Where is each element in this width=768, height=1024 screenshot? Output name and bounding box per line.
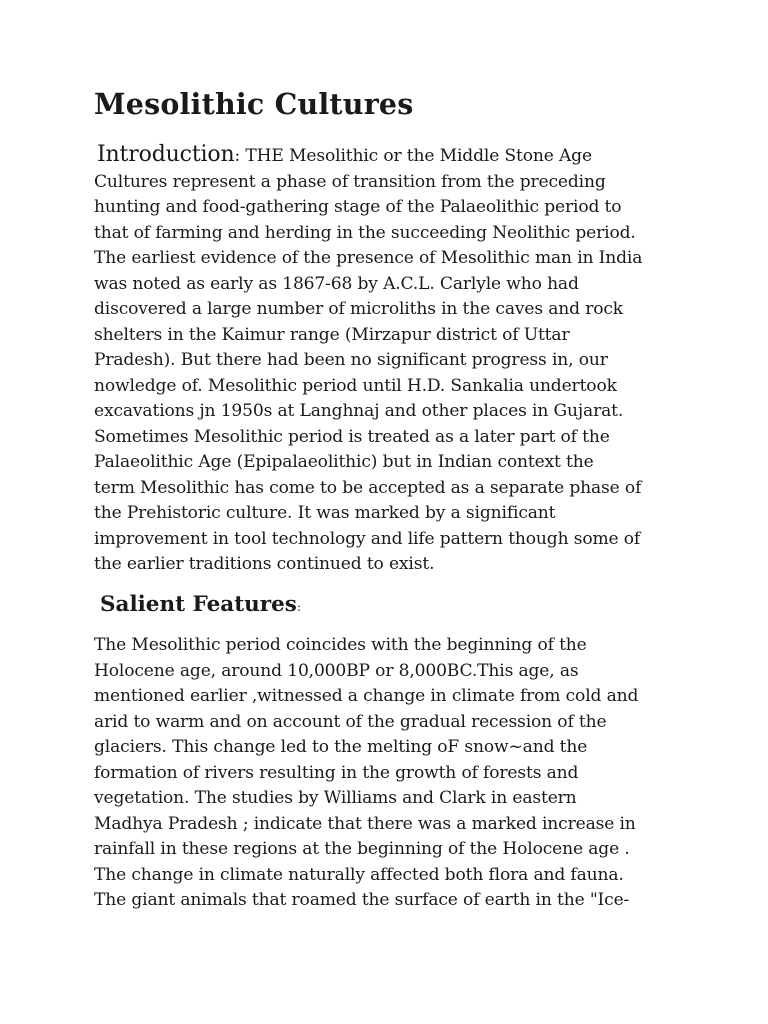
paragraph-line: The earliest evidence of the presence of Mesolithic man in India <box>94 248 643 268</box>
paragraph-line: arid to warm and on account of the gradual recession of the <box>94 711 607 732</box>
introduction-paragraph <box>94 142 642 578</box>
document-title: Mesolithic Cultures <box>94 87 414 121</box>
paragraph-line: The giant animals that roamed the surface of earth in the "Ice- <box>94 890 630 910</box>
paragraph-line: discovered a large number of microliths in the caves and rock <box>94 299 624 319</box>
paragraph-line: the earlier traditions continued to exist. <box>94 554 435 574</box>
salient-features-paragraph <box>94 633 638 914</box>
paragraph-line: the Prehistoric culture. It was marked by a significant <box>94 503 556 523</box>
paragraph-line: Holocene age, around 10,000BP or 8,000BC.This age, as <box>94 660 579 681</box>
paragraph-line: term Mesolithic has come to be accepted as a separate phase of <box>94 477 642 498</box>
salient-features-heading-text: Salient Features <box>100 592 297 617</box>
paragraph-line: formation of rivers resulting in the growth of forests and <box>94 762 579 783</box>
paragraph-line: The change in climate naturally affected both flora and fauna. <box>94 864 624 885</box>
paragraph-line: Sometimes Mesolithic period is treated as a later part of the <box>94 426 610 447</box>
paragraph-line <box>94 142 642 170</box>
introduction-label: Introduction <box>97 142 235 167</box>
paragraph-line: Cultures represent a phase of transition from the preceding <box>94 171 606 192</box>
heading-colon: : <box>296 600 301 614</box>
paragraph-line: Pradesh). But there had been no significant progress in, our <box>94 350 608 370</box>
paragraph-line: excavations jn 1950s at Langhnaj and other places in Gujarat. <box>94 401 624 421</box>
paragraph-line: mentioned earlier ,witnessed a change in climate from cold and <box>94 686 639 706</box>
paragraph-line: improvement in tool technology and life pattern though some of <box>94 528 641 549</box>
paragraph-line-text: : THE Mesolithic or the Middle Stone Age <box>234 146 592 166</box>
paragraph-line: rainfall in these regions at the beginning of the Holocene age . <box>94 839 630 859</box>
paragraph-line: The Mesolithic period coincides with the beginning of the <box>94 635 587 655</box>
paragraph-line: was noted as early as 1867-68 by A.C.L. Carlyle who had <box>94 273 579 294</box>
paragraph-line: Madhya Pradesh ; indicate that there was a marked increase in <box>94 813 636 834</box>
paragraph-line: nowledge of. Mesolithic period until H.D. Sankalia undertook <box>94 375 617 396</box>
paragraph-line: hunting and food-gathering stage of the Palaeolithic period to <box>94 197 622 217</box>
paragraph-line: vegetation. The studies by Williams and Clark in eastern <box>94 788 577 808</box>
paragraph-line: that of farming and herding in the succeeding Neolithic period. <box>94 222 636 243</box>
paragraph-line: shelters in the Kaimur range (Mirzapur district of Uttar <box>94 324 570 345</box>
salient-features-heading <box>100 588 301 624</box>
paragraph-line: Palaeolithic Age (Epipalaeolithic) but in Indian context the <box>94 452 594 472</box>
paragraph-line: glaciers. This change led to the melting oF snow~and the <box>94 737 588 757</box>
